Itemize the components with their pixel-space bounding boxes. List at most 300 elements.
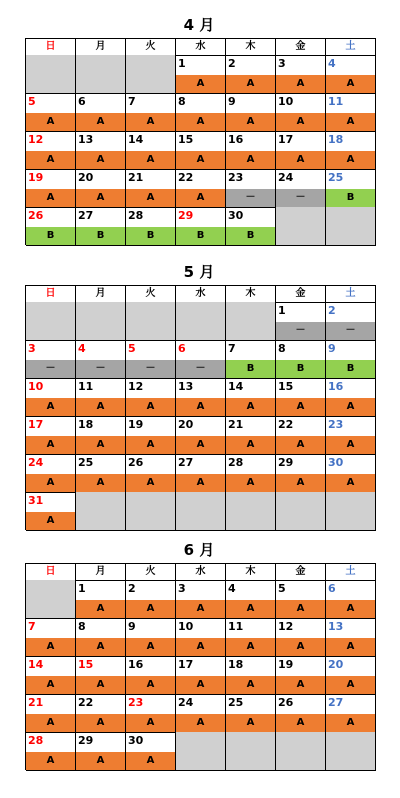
empty-cell [176, 302, 226, 341]
status-badge: A [26, 436, 75, 454]
week-row [26, 580, 376, 618]
status-badge: A [76, 714, 125, 732]
week-row [26, 302, 376, 340]
day-cell [276, 618, 326, 657]
week-row [26, 169, 376, 207]
status-badge: A [226, 398, 275, 416]
day-cell [126, 656, 176, 695]
weekday-label: 日 [26, 564, 76, 581]
status-badge: A [176, 474, 225, 492]
status-badge: A [326, 398, 375, 416]
day-cell [326, 131, 376, 170]
weekday-label: 木 [226, 564, 276, 581]
day-cell [326, 378, 376, 417]
day-number: 17 [178, 658, 194, 671]
day-number: 19 [128, 418, 144, 431]
day-number: 19 [278, 658, 294, 671]
day-cell [276, 378, 326, 417]
day-cell [276, 580, 326, 619]
day-cell [326, 694, 376, 733]
day-cell [76, 454, 126, 493]
status-badge: A [26, 638, 75, 656]
empty-cell [76, 492, 126, 531]
status-badge: A [326, 113, 375, 131]
day-number: 26 [28, 209, 44, 222]
day-number: 25 [78, 456, 94, 469]
day-number: 15 [178, 133, 194, 146]
day-cell [26, 378, 76, 417]
day-cell [26, 694, 76, 733]
status-badge: A [76, 113, 125, 131]
day-cell [276, 416, 326, 455]
day-cell [76, 378, 126, 417]
day-number: 7 [228, 342, 236, 355]
week-row [26, 656, 376, 694]
status-badge: A [276, 676, 325, 694]
day-cell [26, 618, 76, 657]
day-number: 15 [78, 658, 94, 671]
day-cell [176, 131, 226, 170]
day-cell [26, 340, 76, 379]
day-cell [326, 93, 376, 132]
month-title-text: 5 月 [183, 263, 215, 281]
calendar-grid [25, 38, 376, 245]
day-number: 30 [328, 456, 344, 469]
day-cell [126, 340, 176, 379]
day-cell [326, 580, 376, 619]
status-badge: － [26, 360, 75, 378]
day-cell [326, 656, 376, 695]
day-number: 12 [278, 620, 294, 633]
day-number: 9 [228, 95, 236, 108]
day-cell [276, 656, 326, 695]
status-badge: A [126, 638, 175, 656]
status-badge: － [126, 360, 175, 378]
month-title [25, 15, 373, 35]
status-badge: A [326, 676, 375, 694]
status-badge: － [276, 189, 325, 207]
day-number: 6 [178, 342, 186, 355]
empty-cell [276, 732, 326, 771]
day-number: 24 [28, 456, 44, 469]
day-number: 2 [128, 582, 136, 595]
day-cell [176, 169, 226, 208]
status-badge: B [176, 227, 225, 245]
day-cell [226, 694, 276, 733]
day-cell [26, 454, 76, 493]
status-badge: B [76, 227, 125, 245]
status-badge: A [176, 75, 225, 93]
day-cell [26, 207, 76, 246]
weekday-header [26, 564, 376, 580]
status-badge: A [226, 638, 275, 656]
status-badge: A [176, 676, 225, 694]
status-badge: A [226, 113, 275, 131]
day-number: 5 [128, 342, 136, 355]
weekday-label: 月 [76, 39, 126, 56]
day-number: 22 [178, 171, 194, 184]
week-row [26, 207, 376, 245]
day-cell [276, 454, 326, 493]
day-number: 27 [178, 456, 194, 469]
weekday-label: 金 [276, 564, 326, 581]
status-badge: A [76, 600, 125, 618]
day-number: 17 [278, 133, 294, 146]
day-number: 21 [228, 418, 244, 431]
day-number: 22 [278, 418, 294, 431]
day-cell [226, 93, 276, 132]
status-badge: A [26, 189, 75, 207]
status-badge: A [76, 638, 125, 656]
day-cell [226, 580, 276, 619]
day-number: 11 [78, 380, 94, 393]
day-cell [276, 93, 326, 132]
weekday-label: 火 [126, 286, 176, 303]
week-row [26, 694, 376, 732]
day-cell [76, 207, 126, 246]
day-cell [26, 416, 76, 455]
status-badge: － [76, 360, 125, 378]
weekday-label: 水 [176, 564, 226, 581]
week-row [26, 454, 376, 492]
day-number: 30 [128, 734, 144, 747]
status-badge: B [326, 189, 375, 207]
day-number: 1 [178, 57, 186, 70]
week-row [26, 93, 376, 131]
day-cell [76, 93, 126, 132]
status-badge: A [276, 638, 325, 656]
day-number: 17 [28, 418, 44, 431]
status-badge: A [26, 714, 75, 732]
day-number: 4 [78, 342, 86, 355]
status-badge: － [226, 189, 275, 207]
weekday-label: 火 [126, 39, 176, 56]
day-number: 31 [28, 494, 44, 507]
day-number: 29 [278, 456, 294, 469]
day-number: 22 [78, 696, 94, 709]
day-number: 15 [278, 380, 294, 393]
empty-cell [176, 492, 226, 531]
day-cell [126, 169, 176, 208]
status-badge: A [26, 398, 75, 416]
empty-cell [76, 55, 126, 94]
day-number: 19 [28, 171, 44, 184]
status-badge: A [326, 714, 375, 732]
week-row [26, 492, 376, 530]
empty-cell [226, 732, 276, 771]
status-badge: A [176, 398, 225, 416]
day-number: 7 [28, 620, 36, 633]
day-cell [276, 302, 326, 341]
status-badge: A [126, 436, 175, 454]
calendar-grid [25, 563, 376, 770]
day-number: 27 [328, 696, 344, 709]
status-badge: B [126, 227, 175, 245]
day-number: 30 [228, 209, 244, 222]
day-cell [326, 416, 376, 455]
status-badge: A [326, 151, 375, 169]
status-badge: A [176, 436, 225, 454]
day-cell [126, 207, 176, 246]
day-number: 26 [128, 456, 144, 469]
status-badge: A [126, 600, 175, 618]
empty-cell [276, 492, 326, 531]
day-cell [126, 732, 176, 771]
day-number: 26 [278, 696, 294, 709]
status-badge: A [126, 752, 175, 770]
day-cell [226, 55, 276, 94]
day-number: 10 [178, 620, 194, 633]
calendar-grid [25, 285, 376, 530]
day-cell [176, 378, 226, 417]
status-badge: A [76, 474, 125, 492]
day-number: 25 [328, 171, 344, 184]
weekday-label: 木 [226, 39, 276, 56]
day-cell [76, 340, 126, 379]
day-number: 3 [28, 342, 36, 355]
status-badge: A [326, 600, 375, 618]
status-badge: A [176, 189, 225, 207]
day-number: 24 [178, 696, 194, 709]
status-badge: A [26, 752, 75, 770]
day-cell [176, 93, 226, 132]
day-number: 13 [178, 380, 194, 393]
status-badge: A [26, 151, 75, 169]
weekday-label: 月 [76, 286, 126, 303]
status-badge: A [276, 398, 325, 416]
status-badge: A [176, 151, 225, 169]
status-badge: A [276, 714, 325, 732]
status-badge: A [326, 75, 375, 93]
day-number: 1 [78, 582, 86, 595]
day-cell [276, 169, 326, 208]
day-number: 3 [278, 57, 286, 70]
day-number: 5 [278, 582, 286, 595]
weekday-header [26, 39, 376, 55]
day-cell [176, 580, 226, 619]
status-badge: A [76, 752, 125, 770]
status-badge: A [276, 151, 325, 169]
status-badge: A [226, 75, 275, 93]
status-badge: A [76, 398, 125, 416]
day-cell [226, 340, 276, 379]
day-cell [176, 454, 226, 493]
day-cell [226, 454, 276, 493]
day-cell [126, 378, 176, 417]
day-cell [126, 93, 176, 132]
status-badge: A [276, 75, 325, 93]
empty-cell [226, 492, 276, 531]
status-badge: A [326, 638, 375, 656]
day-number: 25 [228, 696, 244, 709]
weekday-label: 土 [326, 564, 376, 581]
day-cell [276, 340, 326, 379]
day-number: 27 [78, 209, 94, 222]
day-number: 12 [28, 133, 44, 146]
status-badge: A [126, 676, 175, 694]
status-badge: B [226, 227, 275, 245]
month-title [25, 262, 373, 282]
day-cell [176, 55, 226, 94]
day-cell [76, 416, 126, 455]
weekday-label: 月 [76, 564, 126, 581]
day-cell [226, 131, 276, 170]
weekday-header [26, 286, 376, 302]
day-cell [26, 732, 76, 771]
day-number: 6 [78, 95, 86, 108]
day-number: 4 [228, 582, 236, 595]
day-number: 11 [328, 95, 344, 108]
status-badge: A [226, 436, 275, 454]
weekday-label: 金 [276, 286, 326, 303]
day-cell [126, 580, 176, 619]
day-cell [76, 732, 126, 771]
day-cell [76, 618, 126, 657]
day-cell [26, 656, 76, 695]
status-badge: A [126, 714, 175, 732]
day-number: 4 [328, 57, 336, 70]
day-number: 8 [278, 342, 286, 355]
status-badge: － [326, 322, 375, 340]
day-cell [126, 131, 176, 170]
month-title [25, 540, 373, 560]
status-badge: － [276, 322, 325, 340]
month-title-text: 4 月 [183, 16, 215, 34]
day-number: 18 [328, 133, 344, 146]
day-number: 13 [328, 620, 344, 633]
day-number: 9 [328, 342, 336, 355]
empty-cell [276, 207, 326, 246]
day-number: 14 [28, 658, 44, 671]
day-cell [126, 694, 176, 733]
day-cell [26, 492, 76, 531]
status-badge: A [76, 436, 125, 454]
weekday-label: 土 [326, 286, 376, 303]
status-badge: A [76, 151, 125, 169]
day-number: 24 [278, 171, 294, 184]
status-badge: A [26, 676, 75, 694]
day-number: 20 [178, 418, 194, 431]
day-number: 28 [128, 209, 144, 222]
status-badge: A [176, 600, 225, 618]
day-cell [126, 618, 176, 657]
week-row [26, 378, 376, 416]
day-number: 23 [228, 171, 244, 184]
day-number: 10 [278, 95, 294, 108]
day-number: 2 [228, 57, 236, 70]
day-number: 20 [328, 658, 344, 671]
day-cell [326, 55, 376, 94]
day-cell [326, 454, 376, 493]
day-number: 8 [178, 95, 186, 108]
day-number: 16 [128, 658, 144, 671]
status-badge: A [126, 113, 175, 131]
empty-cell [126, 55, 176, 94]
day-number: 23 [328, 418, 344, 431]
day-number: 3 [178, 582, 186, 595]
empty-cell [326, 732, 376, 771]
day-number: 6 [328, 582, 336, 595]
day-cell [26, 131, 76, 170]
day-number: 29 [78, 734, 94, 747]
day-number: 16 [228, 133, 244, 146]
status-badge: A [276, 436, 325, 454]
weekday-label: 金 [276, 39, 326, 56]
day-cell [76, 580, 126, 619]
day-cell [326, 302, 376, 341]
status-badge: A [276, 474, 325, 492]
day-number: 18 [78, 418, 94, 431]
day-cell [226, 656, 276, 695]
day-number: 10 [28, 380, 44, 393]
day-cell [176, 340, 226, 379]
day-cell [76, 694, 126, 733]
status-badge: A [176, 714, 225, 732]
day-number: 14 [228, 380, 244, 393]
day-number: 18 [228, 658, 244, 671]
status-badge: A [126, 189, 175, 207]
day-cell [76, 656, 126, 695]
day-number: 9 [128, 620, 136, 633]
day-number: 21 [28, 696, 44, 709]
status-badge: A [26, 512, 75, 530]
day-cell [226, 618, 276, 657]
day-cell [26, 93, 76, 132]
status-badge: A [276, 600, 325, 618]
day-number: 23 [128, 696, 144, 709]
day-cell [176, 416, 226, 455]
day-number: 5 [28, 95, 36, 108]
day-cell [226, 207, 276, 246]
status-badge: A [226, 714, 275, 732]
status-badge: A [126, 398, 175, 416]
day-cell [226, 378, 276, 417]
day-cell [276, 131, 326, 170]
status-badge: A [176, 113, 225, 131]
status-badge: A [226, 474, 275, 492]
day-cell [126, 416, 176, 455]
empty-cell [326, 492, 376, 531]
empty-cell [26, 302, 76, 341]
day-number: 2 [328, 304, 336, 317]
day-cell [276, 694, 326, 733]
weekday-label: 火 [126, 564, 176, 581]
day-number: 21 [128, 171, 144, 184]
day-cell [76, 169, 126, 208]
weekday-label: 水 [176, 39, 226, 56]
day-cell [326, 618, 376, 657]
status-badge: A [76, 189, 125, 207]
day-number: 28 [228, 456, 244, 469]
status-badge: A [326, 474, 375, 492]
status-badge: A [226, 151, 275, 169]
status-badge: B [226, 360, 275, 378]
week-row [26, 340, 376, 378]
status-badge: A [26, 113, 75, 131]
day-number: 16 [328, 380, 344, 393]
status-badge: A [276, 113, 325, 131]
weekday-label: 木 [226, 286, 276, 303]
status-badge: B [276, 360, 325, 378]
empty-cell [26, 580, 76, 619]
week-row [26, 618, 376, 656]
weekday-label: 土 [326, 39, 376, 56]
day-number: 11 [228, 620, 244, 633]
status-badge: － [176, 360, 225, 378]
day-cell [176, 618, 226, 657]
weekday-label: 水 [176, 286, 226, 303]
status-badge: A [126, 151, 175, 169]
